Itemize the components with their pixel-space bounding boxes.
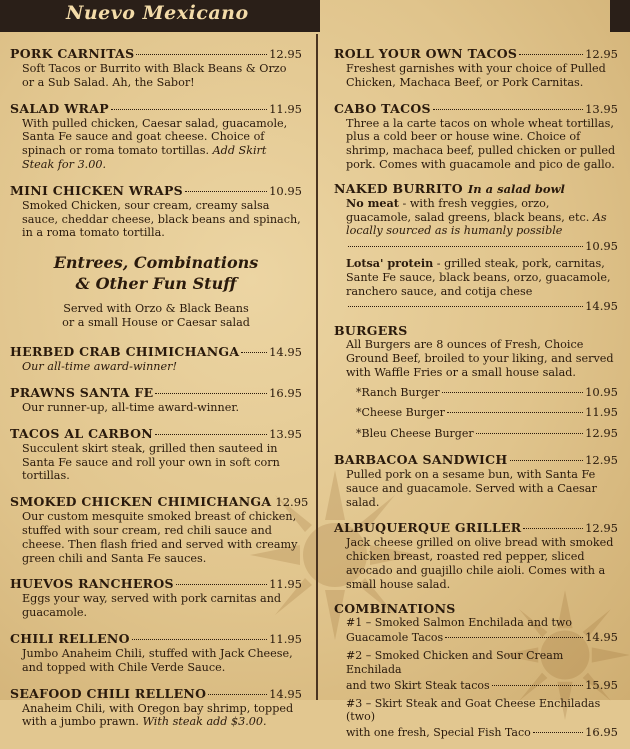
item-head (10, 492, 309, 510)
description-text: Eggs your way, served with pork carnitas and guacamole. (22, 592, 282, 620)
section-title-line: & Other Fun Stuff (75, 274, 237, 294)
item-subtitle: In a salad bowl (467, 181, 565, 196)
description-text: With pulled chicken, Caesar salad, guacamole, Santa Fe sauce and goat cheese. Choice of spinach or roma tomato tortillas. (22, 116, 288, 158)
option-text: - grilled steak, pork, carnitas, Sante Fe sauce, black beans, orzo, guacamole, ranchero sauce, and cotija chese (346, 256, 611, 298)
item-description (334, 257, 618, 314)
banner-title: Nuevo Mexicano (66, 2, 249, 24)
description-note: Our all-time award-winner! (22, 360, 177, 374)
item-name: BURGERS (334, 323, 408, 339)
menu-item-naked-burrito (334, 181, 618, 314)
combo-price: 14.95 (585, 630, 618, 645)
description-text: Succulent skirt steak, grilled then sauteed in Santa Fe sauce and roll your own in soft corn tortillas. (22, 441, 280, 483)
menu-item (10, 684, 302, 730)
description-text: Three a la carte tacos on whole wheat tortillas, plus a cold beer or house wine. Choice of shrimp, machaca beef, pulled chicken or pulled pork. Comes with guacamole and pico de gallo. (346, 116, 616, 171)
right-column (334, 44, 618, 749)
item-price: 12.95 (275, 495, 309, 510)
description-text: Soft Tacos or Burrito with Black Beans & Orzo or a Sub Salad. Ah, the Sabor! (22, 62, 287, 89)
item-price: 13.95 (585, 101, 618, 116)
combo-item (334, 616, 618, 646)
item-description (10, 510, 302, 565)
item-description (10, 592, 302, 620)
menu-item (334, 518, 618, 591)
option-name: *Bleu Cheese Burger (356, 427, 474, 441)
burger-option (334, 425, 618, 441)
menu-item (10, 99, 302, 172)
combo-price: 15.95 (585, 677, 618, 692)
leader-dots (442, 381, 583, 393)
item-head (334, 323, 618, 338)
item-description (334, 536, 618, 591)
menu-item (10, 492, 309, 565)
item-head (10, 181, 302, 199)
leader-dots (533, 721, 583, 733)
item-name: ALBUQUERQUE GRILLER (334, 520, 522, 536)
item-description (10, 62, 302, 90)
item-head (334, 44, 618, 62)
menu-item (10, 383, 302, 415)
leader-dots (492, 674, 583, 686)
item-price: 14.95 (585, 299, 618, 314)
combo-item (334, 697, 618, 740)
description-text: Pulled pork on a sesame bun, with Santa Fe sauce and guacamole. Served with a Caesar salad. (346, 467, 597, 509)
combo-line: #1 – Smoked Salmon Enchilada and two (346, 615, 572, 629)
item-price: 12.95 (585, 452, 618, 467)
menu-item-combinations (334, 601, 618, 740)
item-head (334, 99, 618, 117)
item-head (10, 684, 302, 702)
item-description (334, 197, 618, 254)
leader-dots (433, 96, 583, 110)
leader-dots (132, 626, 267, 640)
leader-dots (241, 339, 267, 353)
combo-line (346, 677, 618, 693)
description-note: With steak add $3.00. (142, 715, 267, 729)
item-name: HERBED CRAB CHIMICHANGA (10, 344, 240, 360)
item-price: 14.95 (269, 686, 302, 701)
description-text: Our runner-up, all-time award-winner. (22, 400, 240, 414)
combo-line: #2 – Smoked Chicken and Sour Cream Enchilada (346, 649, 564, 676)
section-banner (0, 0, 320, 32)
item-description (334, 117, 618, 172)
item-description (334, 62, 618, 90)
item-name: SALAD WRAP (10, 100, 109, 116)
burger-option (334, 404, 618, 420)
item-head (334, 601, 618, 616)
section-note-line: or a small House or Caesar salad (62, 316, 250, 330)
menu-item (334, 450, 618, 509)
combo-line (346, 629, 618, 645)
item-price: 14.95 (269, 345, 302, 360)
option-name: *Cheese Burger (356, 406, 445, 420)
option-price: 12.95 (585, 426, 618, 441)
combo-item (334, 649, 618, 692)
item-price: 11.95 (269, 631, 302, 646)
item-price: 13.95 (269, 426, 302, 441)
section-title-line: Entrees, Combinations (53, 253, 259, 273)
menu-item (334, 44, 618, 90)
menu-item-burgers (334, 323, 618, 441)
menu-item (10, 629, 302, 675)
item-head (10, 99, 302, 117)
item-price: 12.95 (585, 47, 618, 61)
option-price: 10.95 (585, 384, 618, 399)
item-head (10, 383, 302, 401)
item-head (10, 424, 302, 442)
description-text: Our custom mesquite smoked breast of chicken, stuffed with sour cream, red chili sauce and cheese. Then flash fried and served with creamy green chili and Santa Fe sauces. (22, 510, 298, 565)
item-description (10, 442, 302, 483)
leader-dots (476, 422, 583, 434)
option-price: 11.95 (585, 405, 618, 420)
left-column (10, 44, 309, 738)
leader-dots (348, 235, 583, 247)
item-price: 10.95 (269, 183, 302, 198)
item-name: PRAWNS SANTA FE (10, 384, 154, 400)
item-price: 12.95 (585, 521, 618, 536)
option-text: - with fresh veggies, orzo, guacamole, salad greens, black beans, etc. (346, 196, 590, 224)
leader-dots (519, 41, 583, 55)
item-name: SMOKED CHICKEN CHIMICHANGA (10, 494, 272, 510)
description-note: Add Skirt Steak for 3.00. (22, 144, 267, 171)
leader-dots (111, 96, 267, 110)
section-note-line: Served with Orzo & Black Beans (63, 302, 249, 316)
item-name: SEAFOOD CHILI RELLENO (10, 685, 207, 701)
leader-dots (445, 626, 583, 638)
menu-item (10, 342, 302, 374)
item-price: 10.95 (585, 239, 618, 254)
item-name: COMBINATIONS (334, 600, 456, 616)
combo-line (346, 724, 618, 740)
leader-dots (155, 380, 267, 394)
item-name: CABO TACOS (334, 100, 431, 116)
item-head (10, 44, 302, 62)
option-name: *Ranch Burger (356, 385, 440, 399)
combo-line-text: Guacamole Tacos (346, 631, 444, 645)
item-head (334, 181, 618, 197)
burger-option (334, 384, 618, 400)
item-price: 11.95 (269, 577, 302, 592)
menu-item (10, 44, 302, 90)
item-name: HUEVOS RANCHEROS (10, 576, 174, 592)
item-description (10, 702, 302, 730)
item-name: MINI CHICKEN WRAPS (10, 182, 183, 198)
menu-item (334, 99, 618, 172)
leader-dots (510, 447, 584, 461)
menu-item (10, 424, 302, 483)
item-name: ROLL YOUR OWN TACOS (334, 46, 518, 61)
leader-dots (208, 681, 267, 695)
item-price: 11.95 (269, 101, 302, 116)
description-text: Jumbo Anaheim Chili, stuffed with Jack Cheese, and topped with Chile Verde Sauce. (22, 646, 293, 674)
leader-dots (185, 178, 267, 192)
description-text: Smoked Chicken, sour cream, creamy salsa sauce, cheddar cheese, black beans and spinach, in a roma tomato tortilla. (22, 198, 301, 240)
description-text: Freshest garnishes with your choice of Pulled Chicken, Machaca Beef, or Pork Carnitas. (346, 62, 606, 89)
option-note: As locally sourced as is humanly possible (346, 210, 607, 238)
item-head (334, 518, 618, 536)
item-name: NAKED BURRITO (334, 180, 463, 196)
leader-dots (136, 41, 267, 55)
item-head (10, 574, 302, 592)
item-price: 16.95 (269, 385, 302, 400)
menu-item (10, 574, 302, 620)
leader-dots (155, 421, 267, 435)
item-description (10, 199, 302, 240)
item-description (10, 117, 302, 172)
combo-line-text: with one fresh, Special Fish Taco (346, 726, 531, 740)
item-head (10, 342, 302, 360)
item-description: All Burgers are 8 ounces of Fresh, Choice Ground Beef, broiled to your liking, and served with Waffle Fries or a small house salad. (346, 338, 614, 379)
item-description (10, 647, 302, 675)
option-lead: No meat (346, 195, 399, 210)
item-name: TACOS AL CARBON (10, 425, 154, 441)
item-head (10, 629, 302, 647)
item-description (334, 468, 618, 509)
leader-dots (348, 295, 583, 307)
item-description (10, 360, 302, 374)
leader-dots (176, 571, 267, 585)
description-text: Jack cheese grilled on olive bread with smoked chicken breast, roasted red pepper, sliced avocado and guajillo chile aioli. Comes with a small house salad. (346, 536, 614, 591)
leader-dots (523, 515, 583, 529)
combo-line: #3 – Skirt Steak and Goat Cheese Enchiladas (two) (346, 696, 601, 724)
option-lead: Lotsa' protein (346, 255, 434, 270)
item-description (10, 401, 302, 415)
combo-price: 16.95 (585, 725, 618, 740)
item-price: 12.95 (269, 47, 302, 61)
item-name: PORK CARNITAS (10, 46, 135, 61)
leader-dots (447, 401, 583, 413)
section-note (10, 302, 302, 330)
item-head (334, 450, 618, 468)
column-divider (316, 34, 318, 700)
description-text: Anaheim Chili, with Oregon bay shrimp, topped with a jumbo prawn. (22, 701, 294, 729)
section-title (10, 252, 302, 294)
banner-edge (610, 0, 630, 32)
item-name: BARBACOA SANDWICH (334, 451, 508, 467)
item-name: CHILI RELLENO (10, 630, 130, 646)
combo-line-text: and two Skirt Steak tacos (346, 678, 490, 692)
menu-item (10, 181, 302, 240)
